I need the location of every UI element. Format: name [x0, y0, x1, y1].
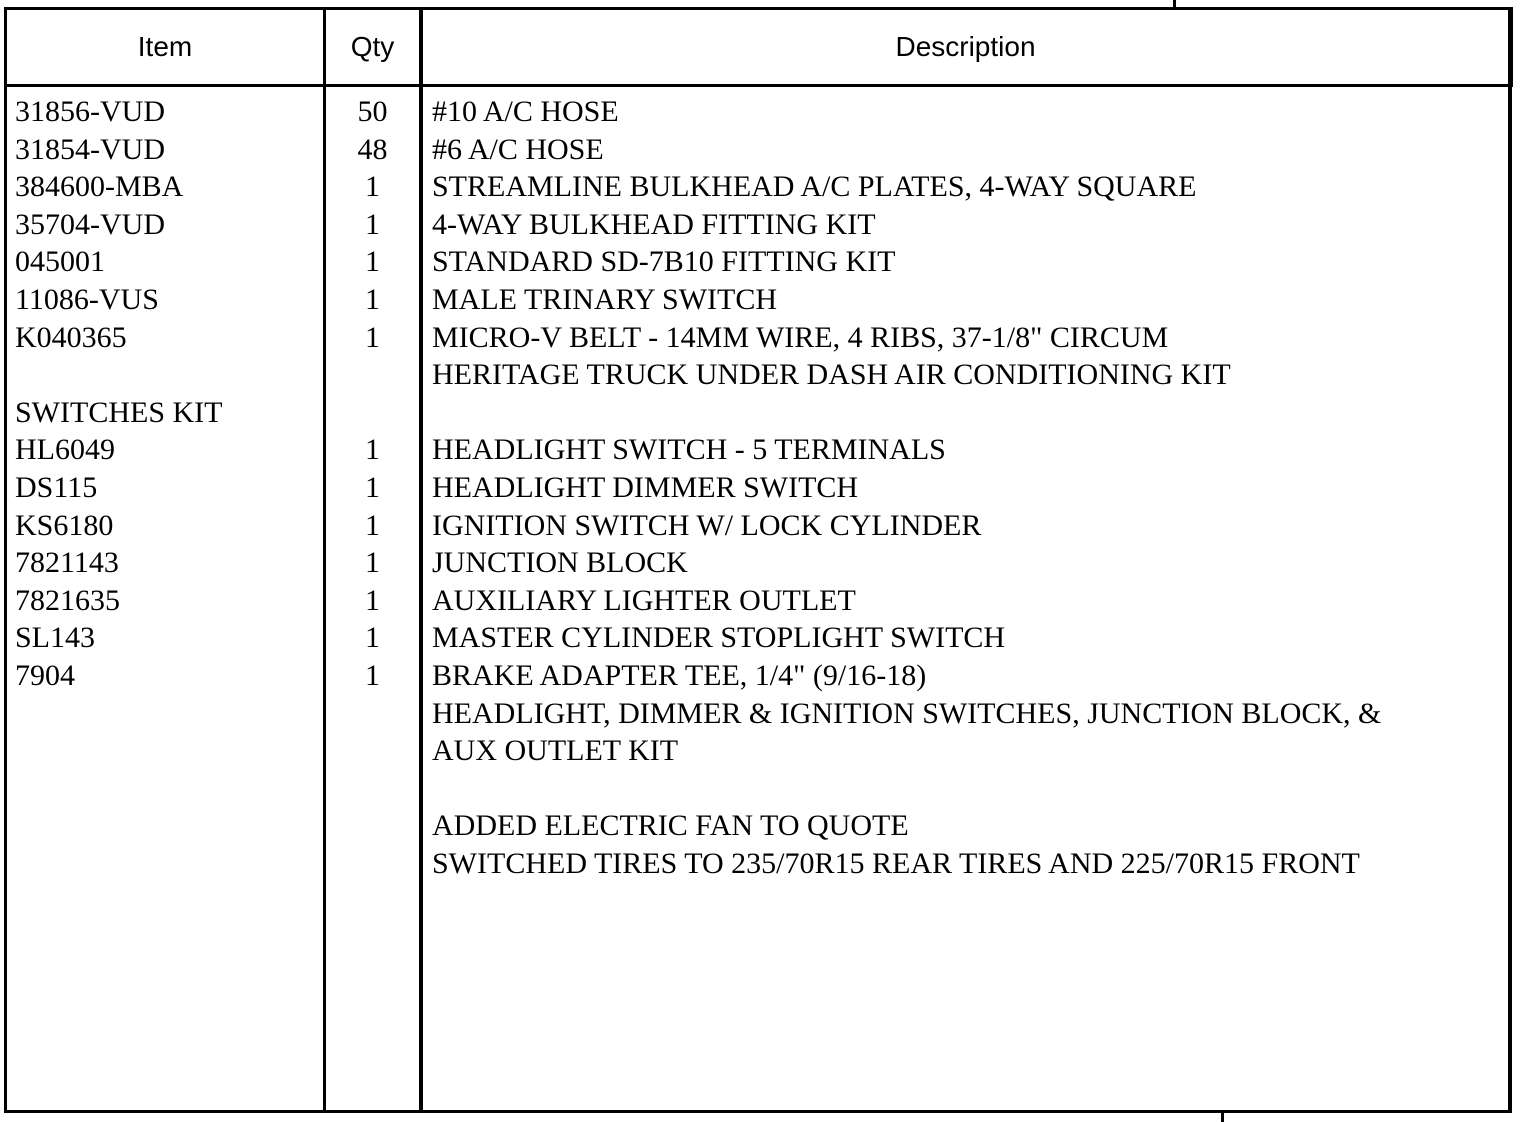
- table-body: [0, 93, 1526, 882]
- item-cell: 31854-VUD: [15, 132, 165, 166]
- item-cell: SL143: [15, 621, 96, 655]
- column-header-qty: Qty: [350, 31, 395, 62]
- item-cell: 31856-VUD: [15, 95, 165, 128]
- column-header-description: Description: [895, 31, 1036, 62]
- qty-cell: 1: [365, 621, 380, 655]
- table-row: [0, 243, 1526, 281]
- item-cell: 7821635: [15, 583, 120, 617]
- description-cell: BRAKE ADAPTER TEE, 1/4" (9/16-18): [432, 658, 927, 692]
- table-row: [0, 431, 1526, 469]
- table-row: [0, 695, 1526, 733]
- item-cell: 384600-MBA: [15, 170, 184, 204]
- description-cell: ADDED ELECTRIC FAN TO QUOTE: [432, 809, 909, 843]
- item-cell: HL6049: [15, 433, 115, 467]
- description-cell: HEADLIGHT, DIMMER & IGNITION SWITCHES, JUNCTION BLOCK, &: [432, 696, 1382, 730]
- qty-cell: 1: [365, 320, 380, 354]
- right-edge-tick: [1511, 7, 1513, 87]
- description-cell: AUXILIARY LIGHTER OUTLET: [432, 583, 856, 617]
- description-cell: IGNITION SWITCH W/ LOCK CYLINDER: [432, 508, 982, 542]
- table-row: [0, 93, 1526, 131]
- item-cell: 7904: [15, 658, 75, 692]
- qty-cell: 1: [365, 245, 380, 279]
- item-cell: DS115: [15, 470, 98, 504]
- description-cell: HEADLIGHT SWITCH - 5 TERMINALS: [432, 433, 946, 467]
- description-cell: 4-WAY BULKHEAD FITTING KIT: [432, 207, 876, 241]
- description-cell: #6 A/C HOSE: [432, 132, 604, 166]
- item-cell: KS6180: [15, 508, 114, 542]
- description-cell: MASTER CYLINDER STOPLIGHT SWITCH: [432, 621, 1006, 655]
- description-cell: SWITCHED TIRES TO 235/70R15 REAR TIRES AND 225/70R15 FRONT: [432, 846, 1360, 880]
- qty-cell: 1: [365, 282, 380, 316]
- item-cell: 045001: [15, 245, 105, 279]
- header-rule: [4, 84, 1512, 87]
- description-cell: MICRO-V BELT - 14MM WIRE, 4 RIBS, 37-1/8" CIRCUM: [432, 320, 1169, 354]
- table-row: [0, 168, 1526, 206]
- description-cell: AUX OUTLET KIT: [432, 734, 679, 768]
- qty-cell: 1: [365, 583, 380, 617]
- table-row: [0, 807, 1526, 845]
- item-cell: 11086-VUS: [15, 282, 159, 316]
- table-row: [0, 544, 1526, 582]
- qty-cell: 1: [365, 433, 380, 467]
- description-cell: STANDARD SD-7B10 FITTING KIT: [432, 245, 896, 279]
- qty-cell: 1: [365, 508, 380, 542]
- table-row: [0, 131, 1526, 169]
- description-cell: #10 A/C HOSE: [432, 95, 619, 128]
- qty-cell: 1: [365, 207, 380, 241]
- description-cell: HEADLIGHT DIMMER SWITCH: [432, 470, 859, 504]
- table-row: [0, 319, 1526, 357]
- item-cell: 35704-VUD: [15, 207, 165, 241]
- item-cell: K040365: [15, 320, 127, 354]
- table-row: [0, 657, 1526, 695]
- table-row: [0, 507, 1526, 545]
- qty-cell: 1: [365, 470, 380, 504]
- description-cell: STREAMLINE BULKHEAD A/C PLATES, 4-WAY SQUARE: [432, 170, 1197, 204]
- item-cell: SWITCHES KIT: [15, 395, 223, 429]
- table-row: [0, 770, 1526, 808]
- top-edge-tick: [1173, 0, 1176, 7]
- table-row: [0, 469, 1526, 507]
- qty-cell: 1: [365, 546, 380, 580]
- table-row: [0, 206, 1526, 244]
- description-cell: JUNCTION BLOCK: [432, 546, 688, 580]
- bottom-edge-tick: [1221, 1112, 1224, 1122]
- qty-cell: 1: [365, 170, 380, 204]
- table-row: [0, 619, 1526, 657]
- qty-cell: 48: [357, 132, 388, 166]
- qty-cell: 1: [365, 658, 380, 692]
- description-cell: MALE TRINARY SWITCH: [432, 282, 777, 316]
- table-row: [0, 582, 1526, 620]
- table-row: [0, 845, 1526, 883]
- item-cell: 7821143: [15, 546, 119, 580]
- description-cell: HERITAGE TRUCK UNDER DASH AIR CONDITIONING KIT: [432, 358, 1231, 392]
- qty-cell: 50: [357, 95, 388, 128]
- table-row: [0, 732, 1526, 770]
- table-row: [0, 394, 1526, 432]
- column-header-item: Item: [137, 31, 193, 62]
- table-row: [0, 281, 1526, 319]
- table-row: [0, 356, 1526, 394]
